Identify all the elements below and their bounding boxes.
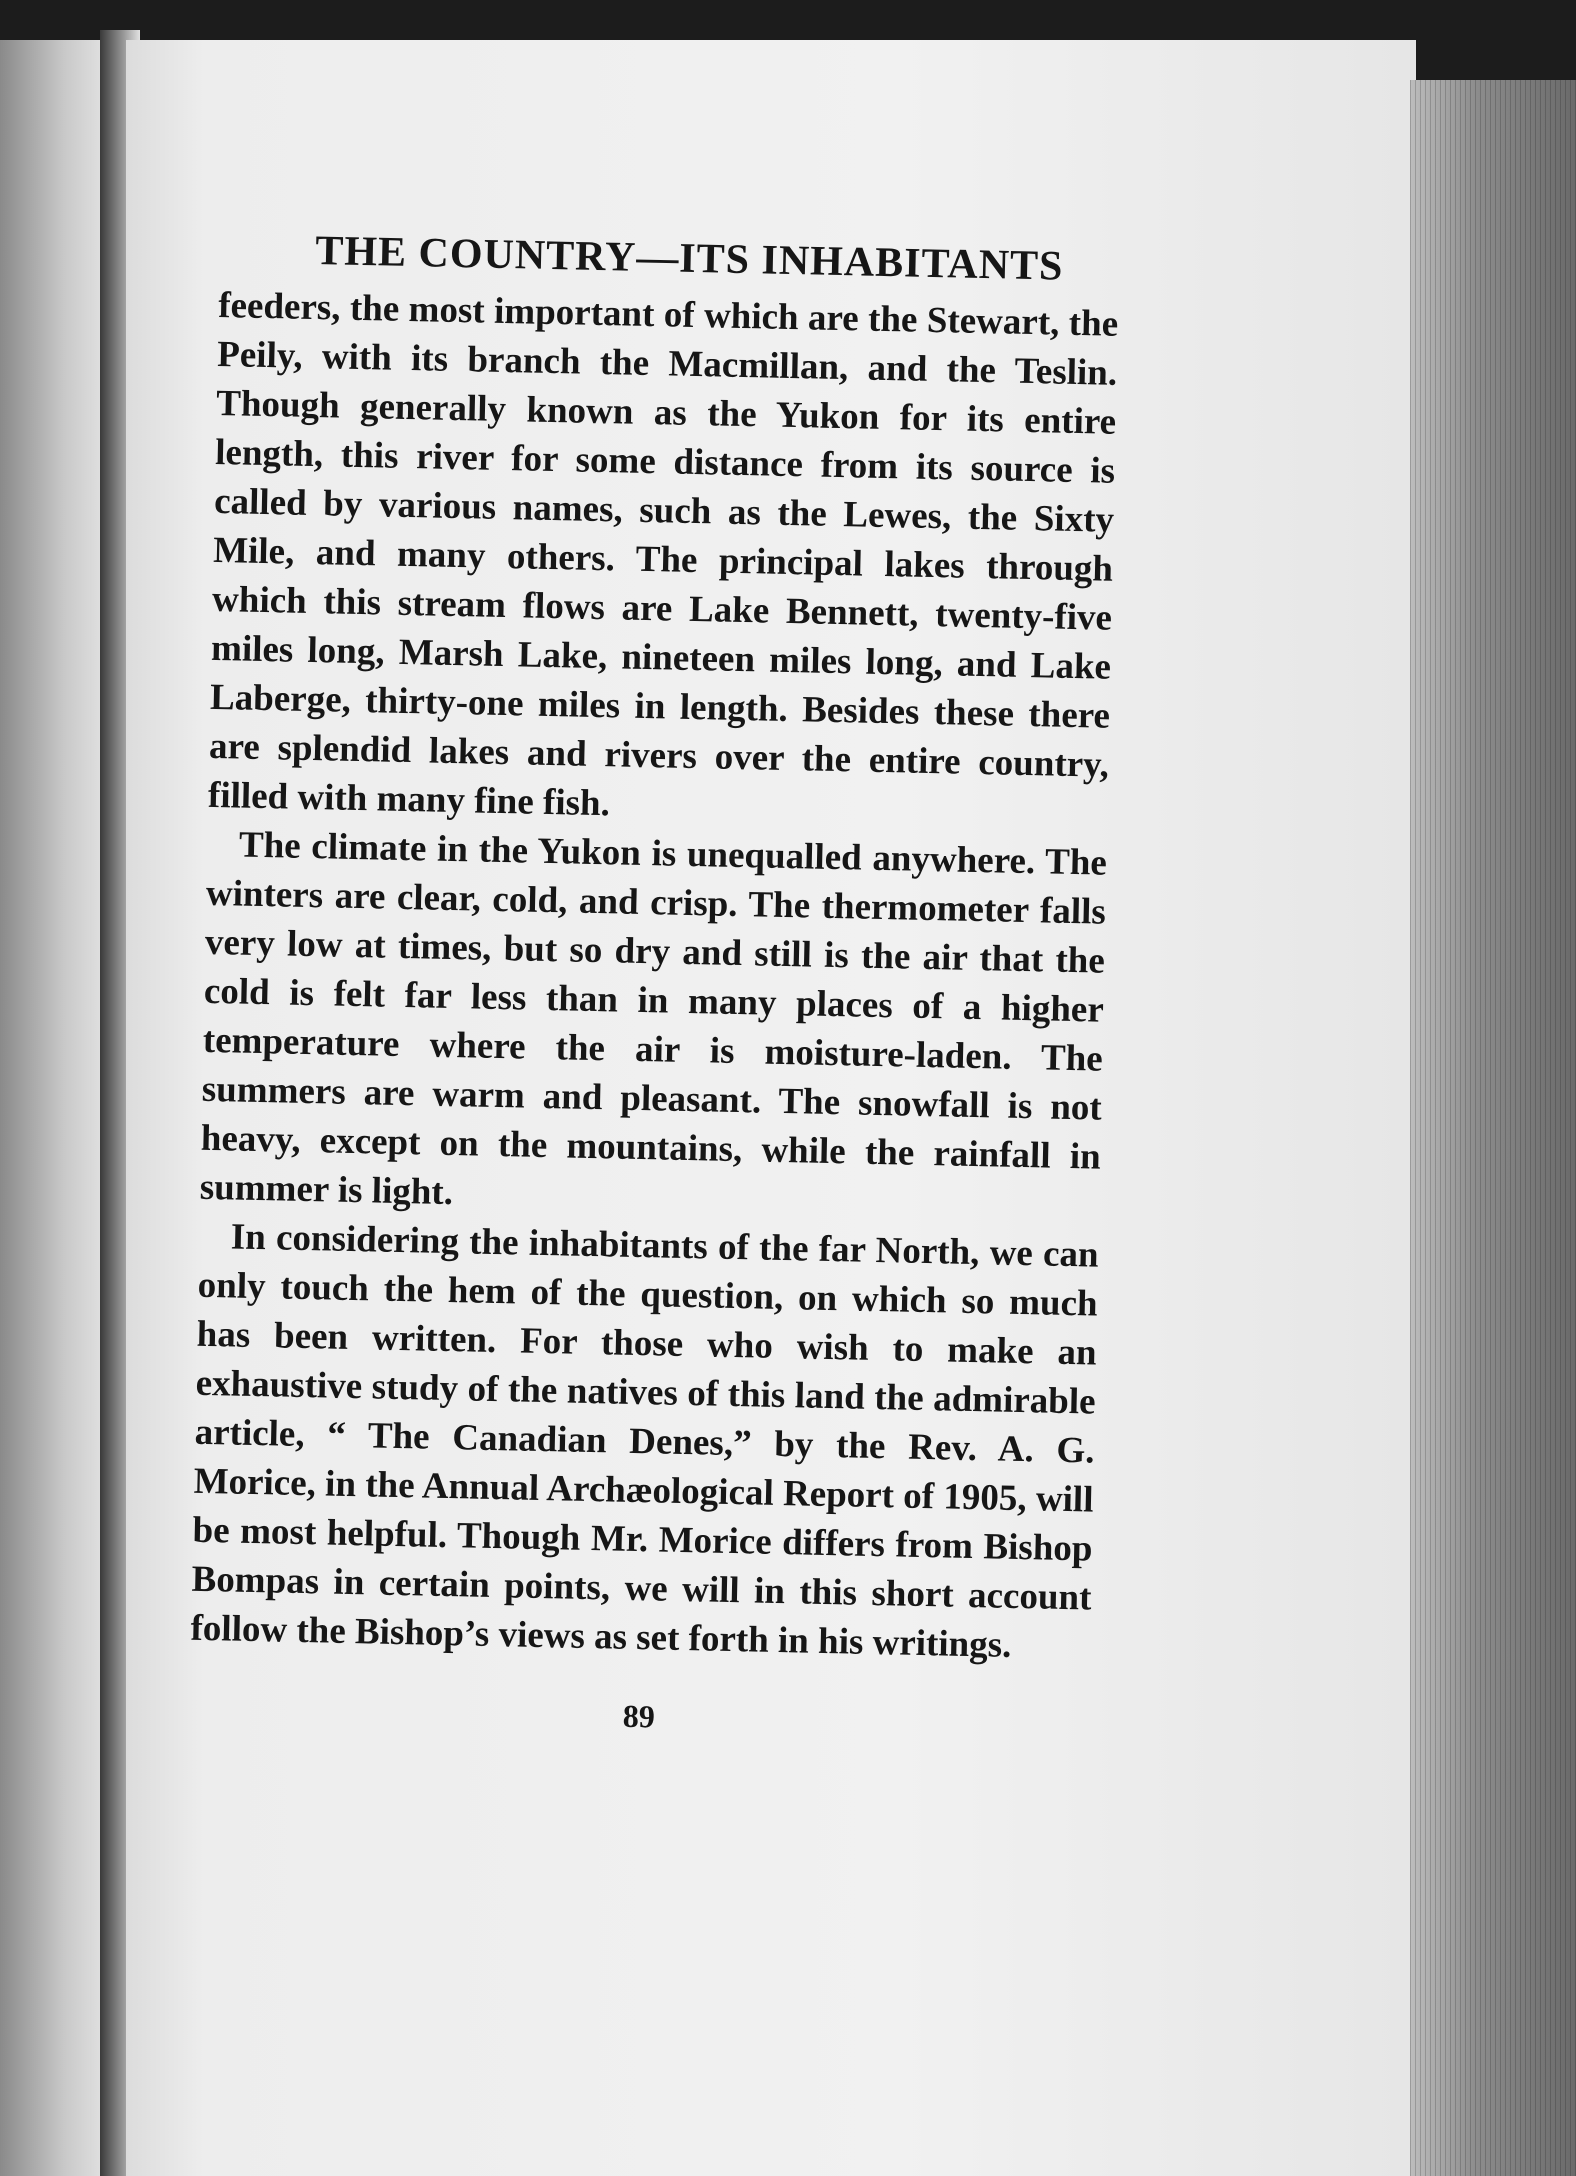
paragraph: In considering the inhabitants of the far North, we can only touch the hem of the question, on which so much has been written. For those who wish to make an exhaustive study of the natives of this land the admirable article, “ The Canadian Denes,” by the Rev. A. G. Morice, in the Annual Archæological Report of 1905, will be most helpful. Though Mr. Morice differs from Bishop Bompas in certain points, we will in this short account follow the Bishop’s views as set forth in his writings. [190, 1216, 1100, 1666]
page-number: 89 [622, 1697, 656, 1735]
running-head: THE COUNTRY—ITS INHABITANTS [314, 228, 1064, 290]
page-block-edge [1410, 80, 1576, 2176]
paragraph: feeders, the most important of which are the Stewart, the Peily, with its branch the Macmillan, and the Teslin. Though generally known as the Yukon for its entire length, this river for some distance from its source is called by various names, such as the Lewes, the Sixty Mile, and many others. The principal lakes through which this stream flows are Lake Bennett, twenty-five miles long, Marsh Lake, nineteen miles long, and Lake Laberge, thirty-one miles in length. Besides these there are splendid lakes and rivers over the entire country, filled with many fine fish. [207, 284, 1119, 825]
paragraph: The climate in the Yukon is unequalled anywhere. The winters are clear, cold, and crisp. The thermometer falls very low at times, but so dry and still is the air that the cold is felt far less than in many places of a higher temperature where the air is moisture-laden. The summers are warm and pleasant. The snowfall is not heavy, except on the mountains, while the rainfall in summer is light. [199, 824, 1108, 1214]
page-content [189, 225, 1120, 1745]
body-text [190, 281, 1119, 1672]
